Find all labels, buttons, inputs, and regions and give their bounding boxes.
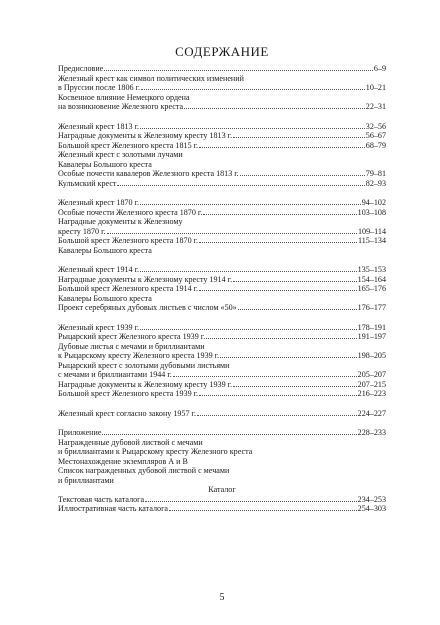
toc-entry-pages: 6–9 [373,64,386,73]
toc-entry [58,236,386,246]
page-number: 5 [219,592,225,603]
section-gap [58,313,386,323]
toc-entry-title: Предисловие [58,64,104,73]
toc-entry-title: Рыцарский крест Железного креста 1939 г. [58,332,206,341]
toc-subheading [58,485,386,495]
dot-leader [141,83,365,90]
toc-entry-pages: 32–56 [365,121,386,131]
toc-entry-title: Железный крест 1813 г. [58,121,140,131]
toc-entry-title: Каталог [208,485,236,494]
toc-entry-pages: 94–102 [361,198,386,207]
dot-leader [173,370,357,377]
toc-entry [58,294,386,304]
toc-entry [58,198,386,208]
toc-entry-title: кресту 1870 г. [58,226,106,236]
page-title: СОДЕРЖАНИЕ [175,44,269,59]
toc-entry [58,141,386,151]
toc-entry [58,476,386,486]
toc-entry-title: Большой крест Железного креста 1815 г. [58,140,199,150]
toc-entry-title: Наградные документы к Железному кресту 1939 г. [58,379,233,389]
toc-entry [58,457,386,467]
toc-entry-title: Иллюстративная часть каталога [58,504,168,513]
toc-entry-pages: 115–134 [357,236,386,245]
dot-leader [145,495,357,502]
toc-entry-title: с мечами и бриллиантами 1944 г. [58,370,172,379]
toc-entry-title: Местонахождение экземпляров А и В [58,456,188,466]
toc-entry [58,303,386,313]
dot-leader [206,332,356,339]
dot-leader [169,504,357,511]
dot-leader [233,380,357,387]
toc-entry-title: Особые почести кавалеров Железного креста 1813 г. [58,169,239,178]
toc-entry-title: Особые почести Железного креста 1870 г. [58,207,203,217]
toc-entry-title: Наградные документы к Железному кресту 1813 г. [58,131,233,140]
toc-entry-title: к Рыцарскому кресту Железного креста 1939 г. [58,351,220,360]
toc-entry-pages: 68–79 [365,140,386,150]
toc-entry-title: Наградные документы к Железному кресту 1914 г. [58,274,233,284]
toc-entry-title: и бриллиантами [58,475,114,485]
toc-entry-pages: 22–31 [365,102,386,111]
dot-leader [199,236,357,243]
toc-entry [58,342,386,352]
toc-entry [58,265,386,275]
toc-entry [58,122,386,132]
toc-entry-title: Проект серебряных дубовых листьев с числом «50» [58,303,237,312]
toc-entry-title: в Пруссии после 1806 г. [58,83,141,92]
section-gap [58,188,386,198]
toc-entry-pages: 207–215 [357,379,386,389]
toc-entry [58,438,386,448]
toc-entry-pages: 56–67 [365,131,386,140]
toc-entry [58,179,386,189]
toc-entry [58,102,386,112]
toc-entry-title: Кульмский крест [58,178,117,188]
toc-entry-title: Железный крест согласно закону 1957 г. [58,408,196,418]
toc-entry [58,323,386,333]
toc-entry [58,246,386,256]
dot-leader [240,169,365,176]
toc-entry-pages: 234–253 [357,494,386,504]
toc-entry-title: Железный крест 1870 г. [58,198,140,207]
dot-leader [199,141,365,148]
toc-entry-pages: 198–205 [357,351,386,360]
toc-entry [58,217,386,227]
dot-leader [203,208,356,215]
toc-entry-pages: 176–177 [357,303,386,312]
section-gap [58,255,386,265]
toc-entry-pages: 82–93 [365,178,386,188]
toc-entry [58,370,386,380]
toc-entry-title: Наградные документы к Железному [58,217,183,226]
dot-leader [102,428,356,435]
dot-leader [117,179,364,186]
toc-entry [58,466,386,476]
dot-leader [220,351,357,358]
section-gap [58,418,386,428]
toc-entry-title: Большой крест Железного креста 1914 г. [58,284,199,293]
toc-entry-title: Кавалеры Большого креста [58,159,152,169]
toc-entry-pages: 205–207 [357,370,386,379]
dot-leader [199,284,357,291]
dot-leader [197,409,357,416]
toc-entry-pages: 79–81 [365,169,386,178]
toc-entry-pages: 135–153 [357,265,386,274]
toc-entry-title: Большой крест Железного креста 1870 г. [58,236,199,245]
dot-leader [238,303,357,310]
toc-entry-title: Косвенное влияние Немецкого ордена [58,92,190,102]
toc-list [58,64,386,514]
toc-entry-title: Приложение [58,428,102,437]
toc-entry-title: Большой крест Железного креста 1939 г. [58,389,199,398]
dot-leader [233,131,365,138]
toc-entry [58,380,386,390]
toc-entry [58,275,386,285]
toc-entry [58,93,386,103]
toc-entry [58,74,386,84]
toc-entry [58,361,386,371]
dot-leader [233,275,357,282]
toc-entry-title: Текстовая часть каталога [58,494,145,504]
toc-entry-title: на возникновение Железного креста [58,102,184,111]
toc-entry-pages: 154–164 [357,274,386,284]
toc-entry [58,409,386,419]
section-gap [58,112,386,122]
toc-entry [58,284,386,294]
toc-entry [58,227,386,237]
toc-entry [58,64,386,74]
dot-leader [140,198,361,205]
toc-entry-title: Дубовые листья с мечами и бриллиантами [58,341,205,351]
toc-entry [58,428,386,438]
toc-entry-title: Кавалеры Большого креста [58,293,152,303]
toc-entry-pages: 103–108 [357,207,386,217]
toc-entry [58,131,386,141]
dot-leader [140,323,357,330]
dot-leader [199,389,357,396]
dot-leader [140,122,365,129]
toc-page [58,0,386,625]
section-gap [58,399,386,409]
dot-leader [184,102,365,109]
toc-entry-pages: 10–21 [365,83,386,92]
toc-entry [58,332,386,342]
toc-entry [58,169,386,179]
toc-entry-pages: 165–176 [357,284,386,293]
toc-entry [58,83,386,93]
toc-entry [58,150,386,160]
toc-entry-title: Железный крест 1939 г. [58,322,140,332]
toc-entry-pages: 216–223 [357,389,386,398]
toc-entry [58,389,386,399]
toc-entry-title: Железный крест 1914 г. [58,265,140,274]
dot-leader [107,227,357,234]
toc-entry-title: Список награжденных дубовой листвой с мечами [58,466,230,475]
toc-entry-pages: 178–191 [357,322,386,332]
toc-entry-title: Железный крест как символ политических изменений [58,73,244,83]
toc-entry-pages: 191–197 [357,332,386,341]
toc-entry-pages: 228–233 [357,428,386,437]
toc-entry-title: Рыцарский крест с золотыми дубовыми листьями [58,360,230,370]
dot-leader [104,64,373,71]
toc-entry-title: Железный крест с золотыми лучами [58,150,183,159]
toc-entry-pages: 254–303 [357,504,386,513]
toc-entry-title: и бриллиантами к Рыцарскому кресту Железного креста [58,447,253,456]
toc-entry [58,351,386,361]
toc-entry [58,495,386,505]
toc-entry [58,504,386,514]
toc-entry [58,208,386,218]
toc-entry-title: Кавалеры Большого креста [58,245,152,255]
toc-entry [58,447,386,457]
toc-entry-pages: 224–227 [357,408,386,418]
toc-entry [58,160,386,170]
dot-leader [140,265,357,272]
toc-entry-title: Награжденные дубовой листвой с мечами [58,437,203,447]
toc-entry-pages: 109–114 [357,226,386,236]
